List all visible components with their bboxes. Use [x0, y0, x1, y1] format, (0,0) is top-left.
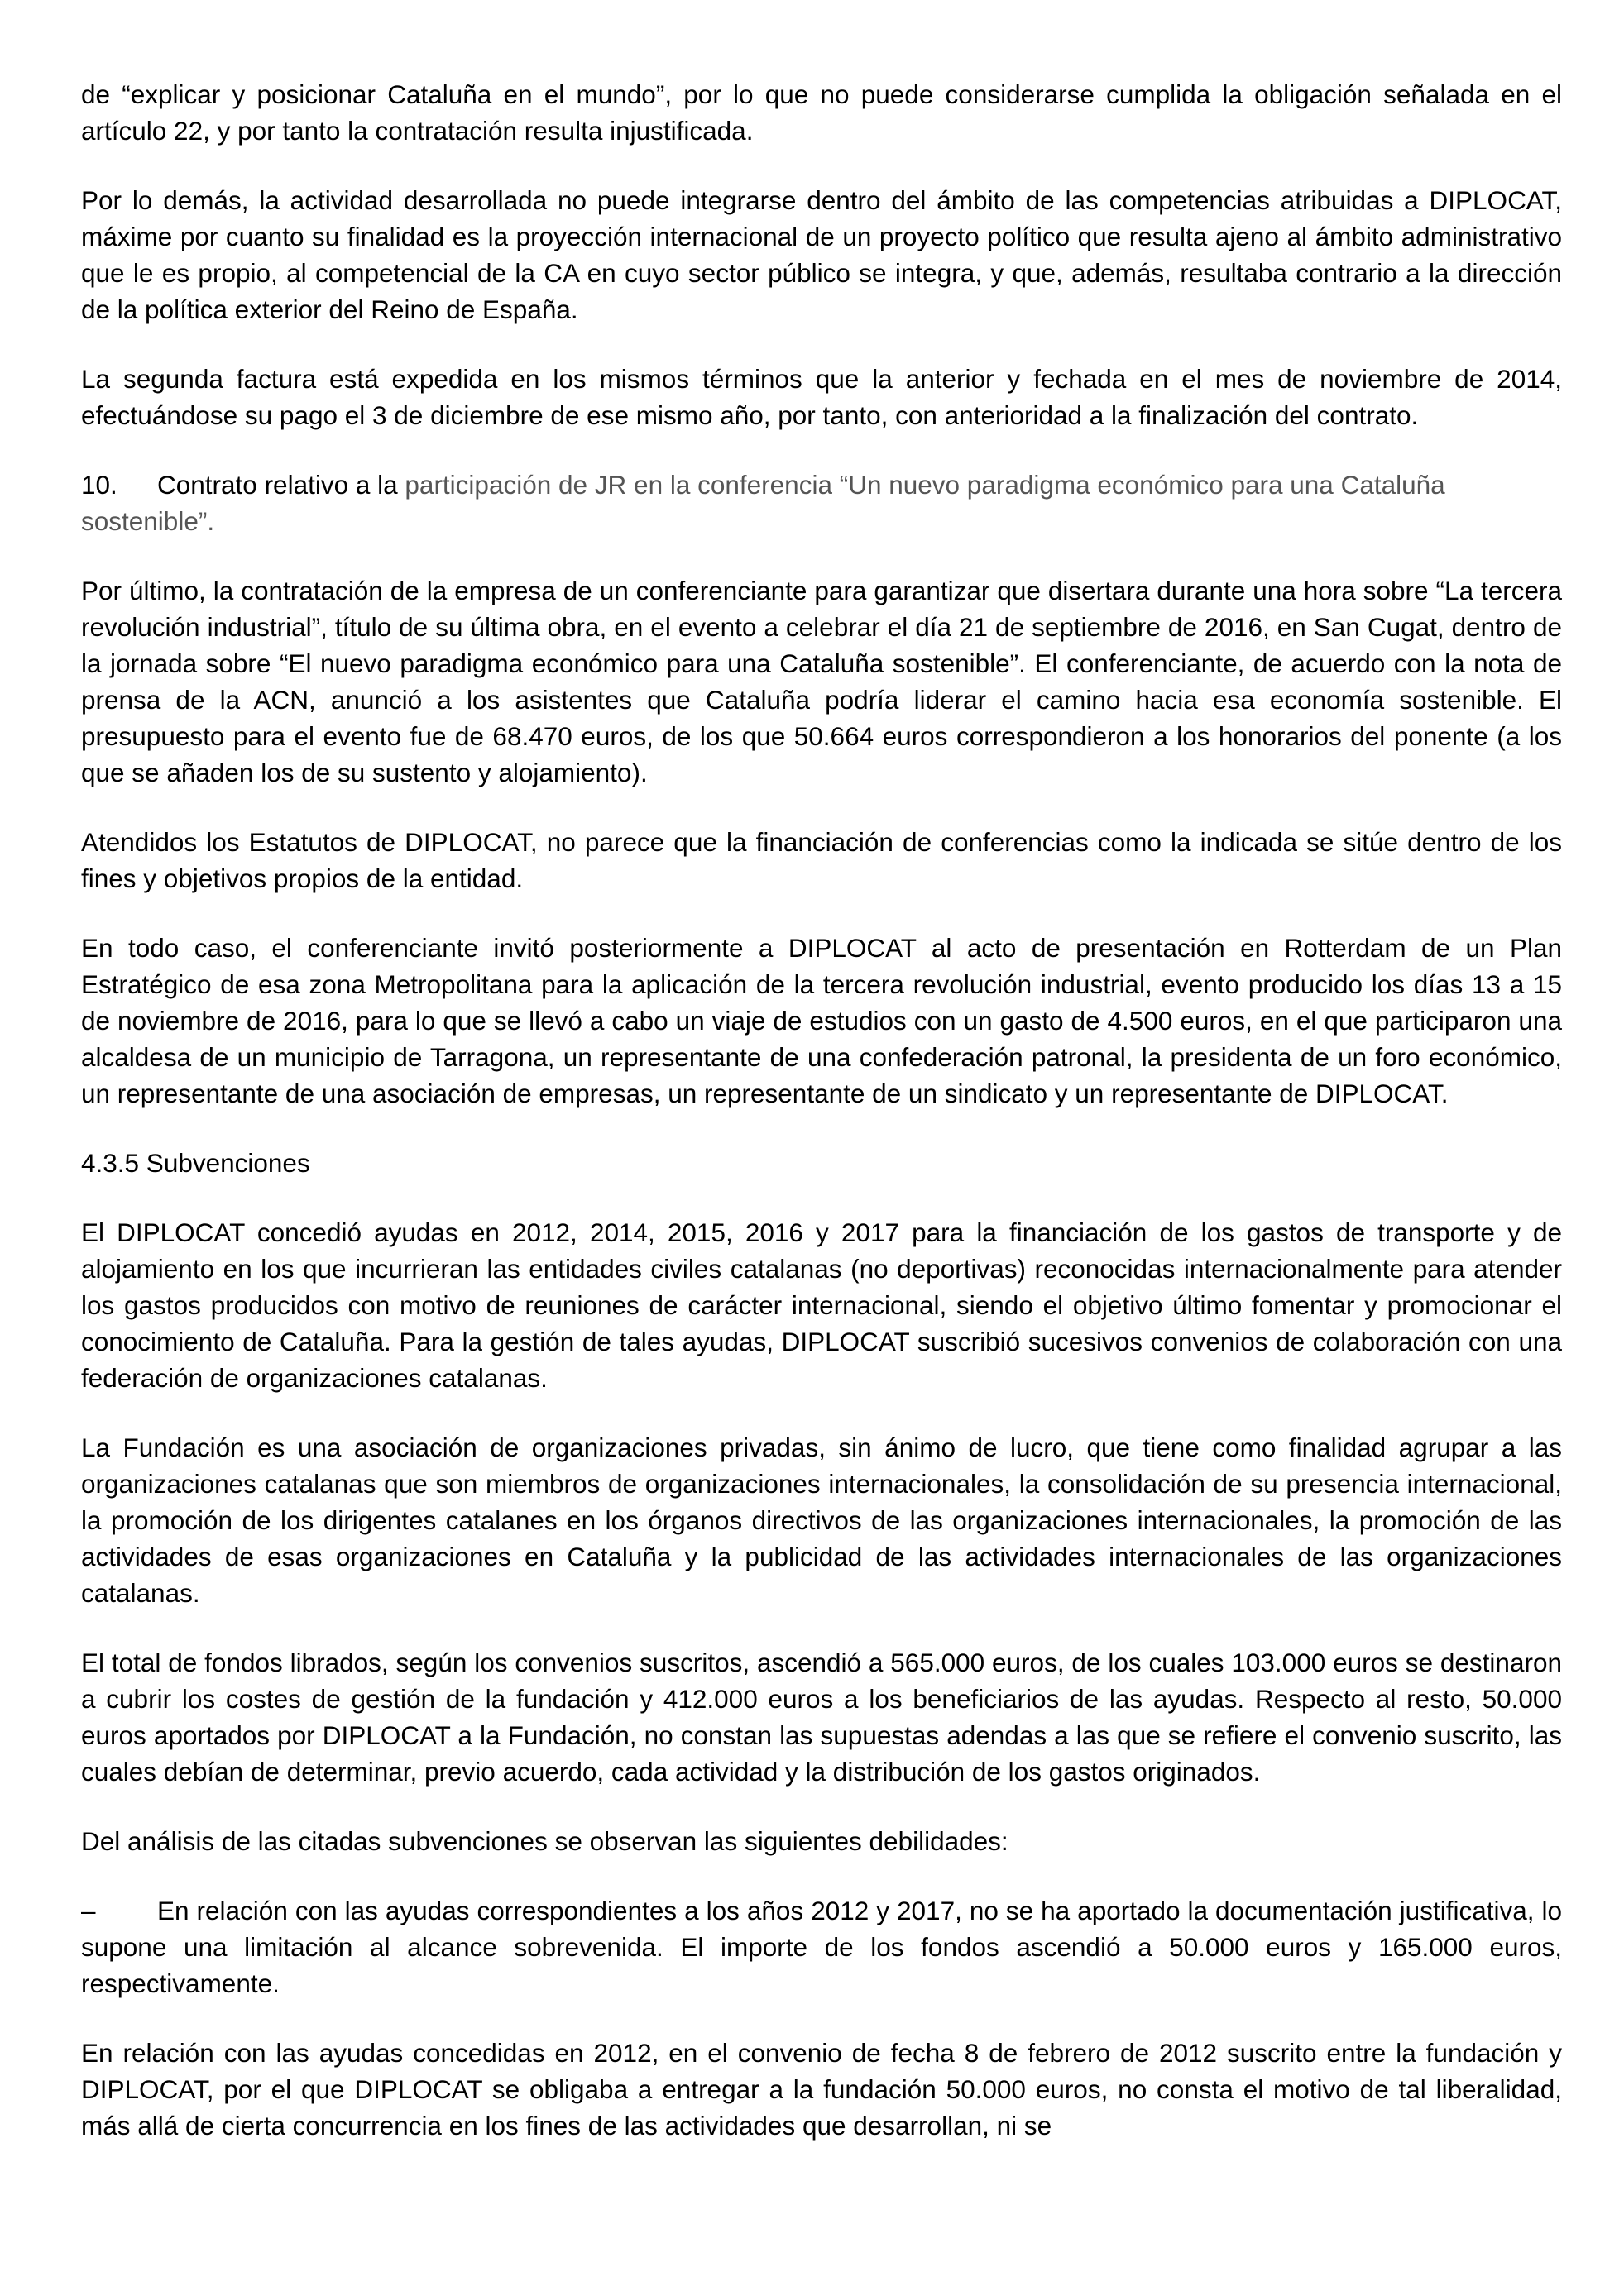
- paragraph: En todo caso, el conferenciante invitó posteriormente a DIPLOCAT al acto de presentación en Rotterdam de un Plan Estratégico de esa zona Metropolitana para la aplicación de la tercera revolución industrial, evento producido los días 13 a 15 de noviembre de 2016, para lo que se llevó a cabo un viaje de estudios con un gasto de 4.500 euros, en el que participaron una alcaldesa de un municipio de Tarragona, un representante de una confederación patronal, la presidenta de un foro económico, un representante de una asociación de empresas, un representante de un sindicato y un representante de DIPLOCAT.: [81, 933, 1562, 1108]
- paragraph: La Fundación es una asociación de organizaciones privadas, sin ánimo de lucro, que tiene como finalidad agrupar a las organizaciones catalanas que son miembros de organizaciones internacionales, la consolidación de su presencia internacional, la promoción de los dirigentes catalanes en los órganos directivos de las organizaciones internacionales, la promoción de las actividades de esas organizaciones en Cataluña y la publicidad de las actividades internacionales de las organizaciones catalanas.: [81, 1433, 1562, 1608]
- paragraph: Del análisis de las citadas subvenciones se observan las siguientes debilidades:: [81, 1826, 1008, 1856]
- paragraph: Por último, la contratación de la empresa de un conferenciante para garantizar que disertara durante una hora sobre “La tercera revolución industrial”, título de su última obra, en el evento a celebrar el día 21 de septiembre de 2016, en San Cugat, dentro de la jornada sobre “El nuevo paradigma económico para una Cataluña sostenible”. El conferenciante, de acuerdo con la nota de prensa de la ACN, anunció a los asistentes que Cataluña podría liderar el camino hacia esa economía sostenible. El presupuesto para el evento fue de 68.470 euros, de los que 50.664 euros correspondieron a los honorarios del ponente (a los que se añaden los de su sustento y alojamiento).: [81, 576, 1562, 787]
- bullet-item: [81, 1892, 1562, 2002]
- paragraph: El total de fondos librados, según los convenios suscritos, ascendió a 565.000 euros, de los cuales 103.000 euros se destinaron a cubrir los costes de gestión de la fundación y 412.000 euros a los beneficiarios de las ayudas. Respecto al resto, 50.000 euros aportados por DIPLOCAT a la Fundación, no constan las supuestas adendas a las que se refiere el convenio suscrito, las cuales debían de determinar, previo acuerdo, cada actividad y la distribución de los gastos originados.: [81, 1648, 1562, 1787]
- paragraph: En relación con las ayudas concedidas en 2012, en el convenio de fecha 8 de febrero de 2012 suscrito entre la fundación y DIPLOCAT, por el que DIPLOCAT se obligaba a entregar a la fundación 50.000 euros, no consta el motivo de tal liberalidad, más allá de cierta concurrencia en los fines de las actividades que desarrollan, ni se: [81, 2038, 1562, 2141]
- item-title: participación de JR en la conferencia “Un nuevo paradigma económico para una Cataluña sostenible”.: [81, 470, 1445, 536]
- paragraph: La segunda factura está expedida en los mismos términos que la anterior y fechada en el mes de noviembre de 2014, efectuándose su pago el 3 de diciembre de ese mismo año, por tanto, con anterioridad a la finalización del contrato.: [81, 364, 1562, 430]
- document-page: [81, 76, 1562, 2177]
- item-number: 10.: [81, 470, 117, 500]
- item-lead: Contrato relativo a la: [157, 470, 405, 500]
- dash-marker: –: [81, 1896, 96, 1925]
- item-10-heading: [81, 466, 1562, 539]
- paragraph: de “explicar y posicionar Cataluña en el mundo”, por lo que no puede considerarse cumplida la obligación señalada en el artículo 22, y por tanto la contratación resulta injustificada.: [81, 79, 1562, 146]
- section-heading: 4.3.5 Subvenciones: [81, 1148, 310, 1178]
- paragraph: Por lo demás, la actividad desarrollada no puede integrarse dentro del ámbito de las competencias atribuidas a DIPLOCAT, máxime por cuanto su finalidad es la proyección internacional de un proyecto político que resulta ajeno al ámbito administrativo que le es propio, al competencial de la CA en cuyo sector público se integra, y que, además, resultaba contrario a la dirección de la política exterior del Reino de España.: [81, 185, 1562, 324]
- bullet-text: En relación con las ayudas correspondientes a los años 2012 y 2017, no se ha aportado la documentación justificativa, lo supone una limitación al alcance sobrevenida. El importe de los fondos ascendió a 50.000 euros y 165.000 euros, respectivamente.: [81, 1896, 1562, 1998]
- paragraph: El DIPLOCAT concedió ayudas en 2012, 2014, 2015, 2016 y 2017 para la financiación de los gastos de transporte y de alojamiento en los que incurrieran las entidades civiles catalanas (no deportivas) reconocidas internacionalmente para atender los gastos producidos con motivo de reuniones de carácter internacional, siendo el objetivo último fomentar y promocionar el conocimiento de Cataluña. Para la gestión de tales ayudas, DIPLOCAT suscribió sucesivos convenios de colaboración con una federación de organizaciones catalanas.: [81, 1217, 1562, 1393]
- paragraph: Atendidos los Estatutos de DIPLOCAT, no parece que la financiación de conferencias como la indicada se sitúe dentro de los fines y objetivos propios de la entidad.: [81, 827, 1562, 893]
